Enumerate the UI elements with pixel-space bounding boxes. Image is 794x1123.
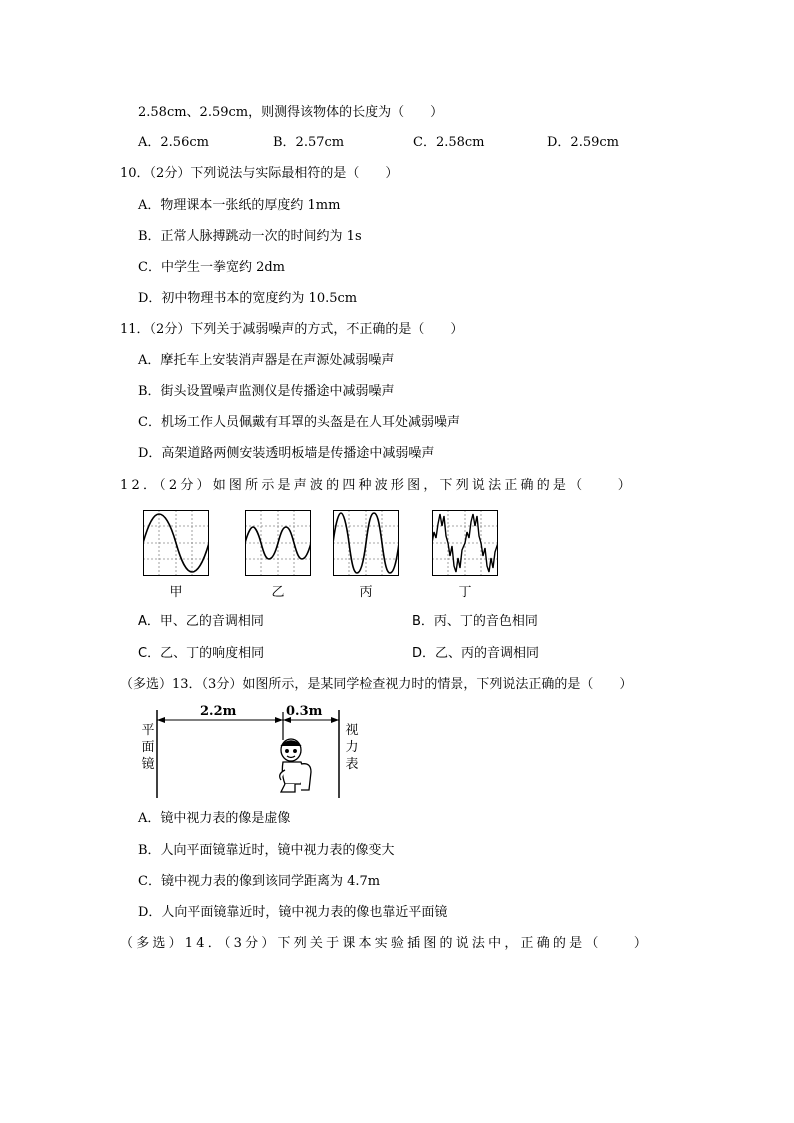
waveform-yi [245,510,311,576]
q9-option-b: B．2.57cm [273,135,345,150]
mirror-label: 平 面 镜 [141,723,155,772]
q9-option-a: A．2.56cm [138,135,209,150]
q12-option-d: D．乙、丙的音调相同 [412,646,540,661]
wave-label-bing: 丙 [359,585,373,600]
q14-stem: （多选）14．（3分）下列关于课本实验插图的说法中，正确的是（ ） [120,936,651,951]
waveform-jia [143,510,209,576]
q9-option-d: D．2.59cm [547,135,619,150]
q9-option-c: C．2.58cm [413,135,485,150]
q13-stem: （多选）13．（3分）如图所示，是某同学检查视力时的情景，下列说法正确的是（ ） [120,677,633,692]
q12-option-b: B．丙、丁的音色相同 [412,614,538,629]
distance-to-mirror: 2.2m [200,704,237,719]
q12-stem: 12．（2分）如图所示是声波的四种波形图，下列说法正确的是（ ） [120,478,634,493]
q13-option-a: A．镜中视力表的像是虚像 [138,811,291,826]
q12-option-c: C．乙、丁的响度相同 [138,646,265,661]
q10-option-c: C．中学生一拳宽约 2dm [138,260,285,275]
q12-option-a: A．甲、乙的音调相同 [138,614,264,629]
q10-stem: 10．（2分）下列说法与实际最相符的是（ ） [120,166,399,181]
wave-label-ding: 丁 [458,585,472,600]
distance-to-chart: 0.3m [286,704,323,719]
q10-option-a: A．物理课本一张纸的厚度约 1mm [138,198,341,213]
q13-option-c: C．镜中视力表的像到该同学距离为 4.7m [138,874,381,889]
q11-option-d: D．高架道路两侧安装透明板墙是传播途中减弱噪声 [138,446,435,461]
q11-option-b: B．街头设置噪声监测仪是传播途中减弱噪声 [138,384,395,399]
waveform-ding [432,510,498,576]
q13-option-b: B．人向平面镜靠近时，镜中视力表的像变大 [138,843,395,858]
q11-option-a: A．摩托车上安装消声器是在声源处减弱噪声 [138,353,395,368]
q13-option-d: D．人向平面镜靠近时，镜中视力表的像也靠近平面镜 [138,905,448,920]
waveform-bing [333,510,399,576]
q10-option-d: D．初中物理书本的宽度约为 10.5cm [138,291,358,306]
q9-stem-tail: 2.58cm、2.59cm，则测得该物体的长度为（ ） [138,105,444,120]
wave-label-jia: 甲 [169,585,183,600]
wave-label-yi: 乙 [271,585,285,600]
q11-option-c: C．机场工作人员佩戴有耳罩的头盔是在人耳处减弱噪声 [138,415,460,430]
q11-stem: 11．（2分）下列关于减弱噪声的方式，不正确的是（ ） [120,322,464,337]
q10-option-b: B．正常人脉搏跳动一次的时间约为 1s [138,229,362,244]
eye-chart-label: 视 力 表 [345,723,359,772]
